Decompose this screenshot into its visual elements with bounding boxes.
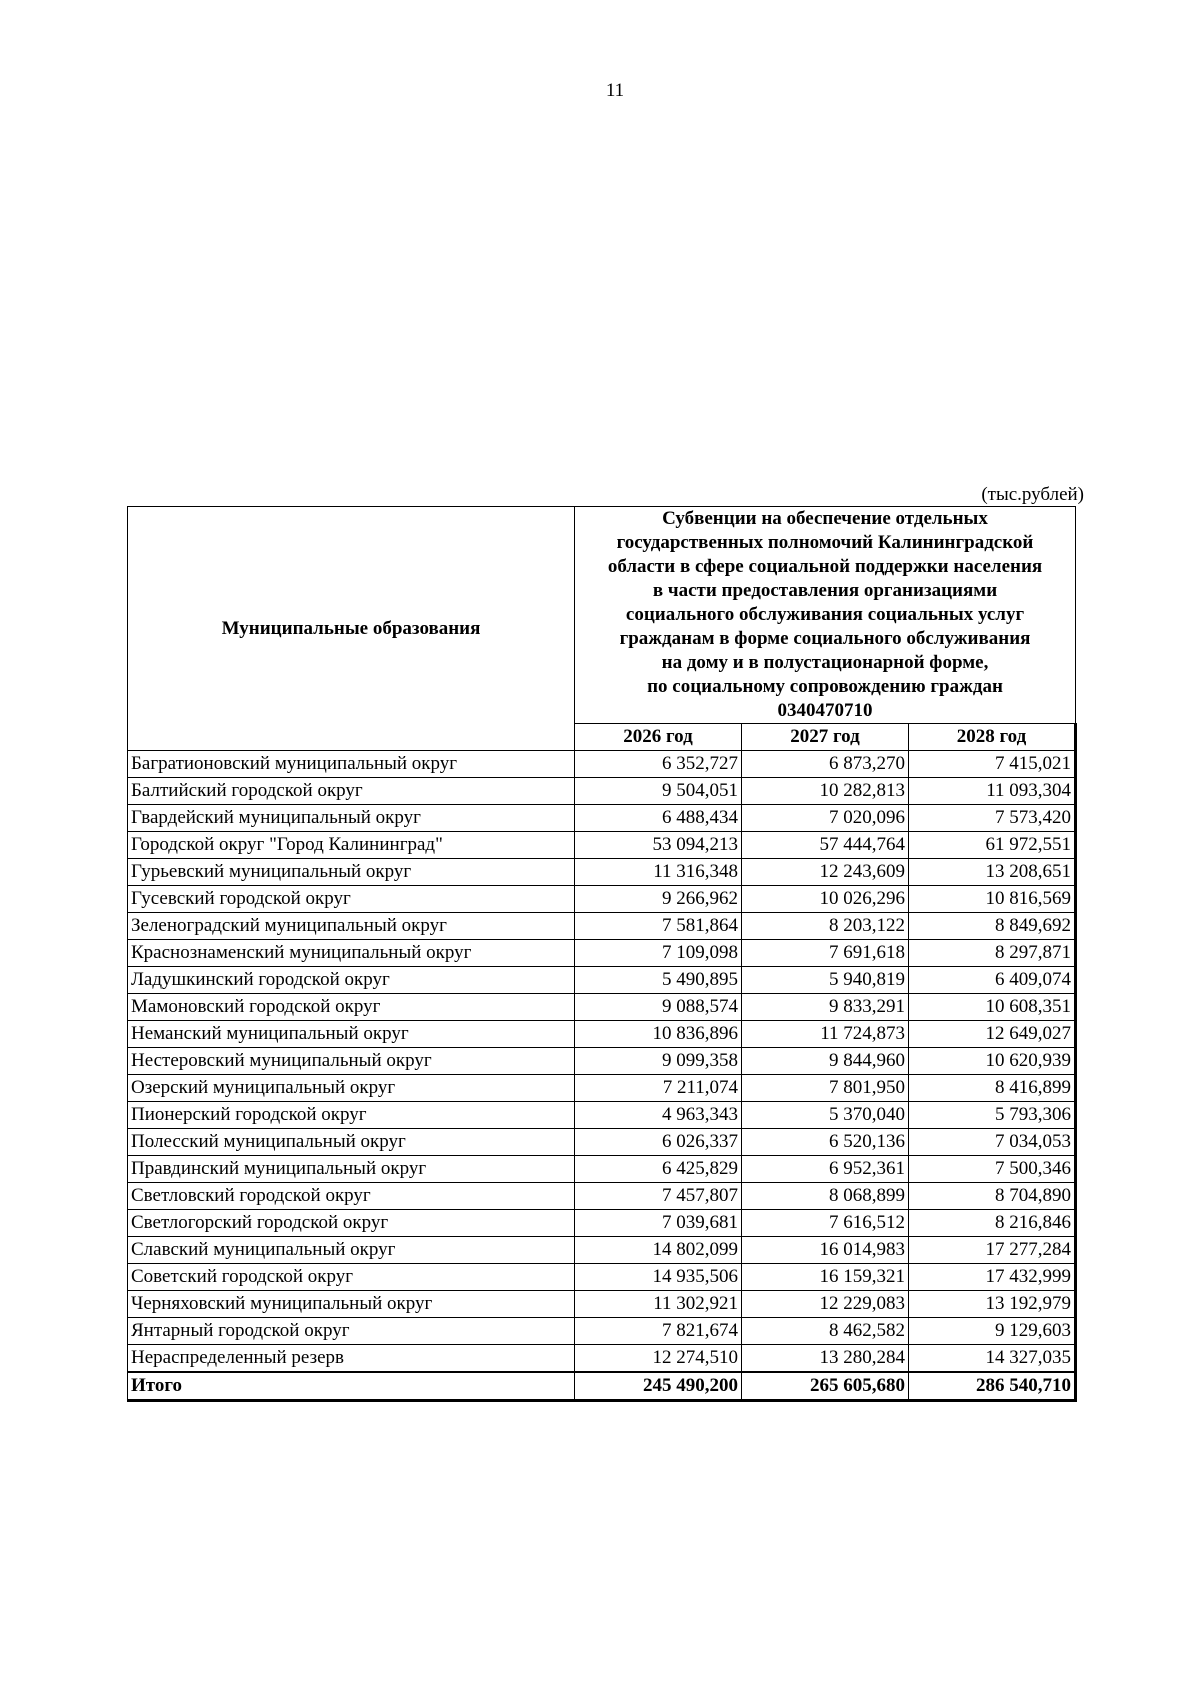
table-body xyxy=(128,751,1076,1401)
value-2028: 17 432,999 xyxy=(909,1264,1076,1291)
table-row xyxy=(128,1318,1076,1345)
table-row xyxy=(128,940,1076,967)
municipality-name: Янтарный городской округ xyxy=(128,1318,575,1345)
unit-note: (тыс.рублей) xyxy=(981,484,1084,505)
header-description-line: по социальному сопровождению граждан xyxy=(647,676,1003,697)
municipality-name: Черняховский муниципальный округ xyxy=(128,1291,575,1318)
total-2028: 286 540,710 xyxy=(909,1372,1076,1401)
value-2026: 14 935,506 xyxy=(575,1264,742,1291)
subvention-table xyxy=(127,506,1077,1402)
header-budget-code: 0340470710 xyxy=(777,700,873,721)
municipality-name: Нестеровский муниципальный округ xyxy=(128,1048,575,1075)
table-row xyxy=(128,1129,1076,1156)
municipality-name: Зеленоградский муниципальный округ xyxy=(128,913,575,940)
table-header-row xyxy=(128,507,1076,724)
municipality-name: Светловский городской округ xyxy=(128,1183,575,1210)
municipality-name: Гвардейский муниципальный округ xyxy=(128,805,575,832)
table-row xyxy=(128,994,1076,1021)
value-2026: 6 026,337 xyxy=(575,1129,742,1156)
table-row xyxy=(128,967,1076,994)
header-description-line: Субвенции на обеспечение отдельных xyxy=(662,508,988,529)
table-row xyxy=(128,1156,1076,1183)
value-2028: 7 500,346 xyxy=(909,1156,1076,1183)
municipality-name: Славский муниципальный округ xyxy=(128,1237,575,1264)
page-number: 11 xyxy=(605,80,625,101)
municipality-name: Краснознаменский муниципальный округ xyxy=(128,940,575,967)
value-2026: 9 088,574 xyxy=(575,994,742,1021)
header-description-line: гражданам в форме социального обслуживания xyxy=(619,628,1031,649)
municipality-name: Пионерский городской округ xyxy=(128,1102,575,1129)
value-2028: 10 608,351 xyxy=(909,994,1076,1021)
table-row xyxy=(128,751,1076,778)
value-2028: 8 416,899 xyxy=(909,1075,1076,1102)
value-2027: 7 616,512 xyxy=(742,1210,909,1237)
value-2028: 7 034,053 xyxy=(909,1129,1076,1156)
value-2027: 9 833,291 xyxy=(742,994,909,1021)
header-municipalities: Муниципальные образования xyxy=(128,507,575,751)
value-2028: 17 277,284 xyxy=(909,1237,1076,1264)
municipality-name: Неманский муниципальный округ xyxy=(128,1021,575,1048)
municipality-name: Нераспределенный резерв xyxy=(128,1345,575,1373)
value-2026: 4 963,343 xyxy=(575,1102,742,1129)
header-description-line: в части предоставления организациями xyxy=(652,580,998,601)
municipality-name: Полесский муниципальный округ xyxy=(128,1129,575,1156)
municipality-name: Гусевский городской округ xyxy=(128,886,575,913)
total-label: Итого xyxy=(128,1372,575,1401)
table-row xyxy=(128,1345,1076,1373)
value-2028: 7 573,420 xyxy=(909,805,1076,832)
table-row xyxy=(128,1264,1076,1291)
value-2026: 6 425,829 xyxy=(575,1156,742,1183)
municipality-name: Багратионовский муниципальный округ xyxy=(128,751,575,778)
value-2027: 7 020,096 xyxy=(742,805,909,832)
value-2028: 8 704,890 xyxy=(909,1183,1076,1210)
table-row xyxy=(128,859,1076,886)
value-2026: 11 316,348 xyxy=(575,859,742,886)
value-2028: 7 415,021 xyxy=(909,751,1076,778)
value-2027: 16 159,321 xyxy=(742,1264,909,1291)
value-2027: 7 801,950 xyxy=(742,1075,909,1102)
value-2027: 11 724,873 xyxy=(742,1021,909,1048)
value-2026: 5 490,895 xyxy=(575,967,742,994)
municipality-name: Балтийский городской округ xyxy=(128,778,575,805)
total-2027: 265 605,680 xyxy=(742,1372,909,1401)
value-2028: 8 849,692 xyxy=(909,913,1076,940)
total-2026: 245 490,200 xyxy=(575,1372,742,1401)
value-2026: 9 266,962 xyxy=(575,886,742,913)
value-2027: 7 691,618 xyxy=(742,940,909,967)
value-2026: 9 099,358 xyxy=(575,1048,742,1075)
table-row xyxy=(128,1021,1076,1048)
value-2028: 10 620,939 xyxy=(909,1048,1076,1075)
value-2027: 8 068,899 xyxy=(742,1183,909,1210)
value-2028: 8 216,846 xyxy=(909,1210,1076,1237)
value-2028: 13 192,979 xyxy=(909,1291,1076,1318)
municipality-name: Городской округ "Город Калининград" xyxy=(128,832,575,859)
table-row xyxy=(128,1102,1076,1129)
municipality-name: Ладушкинский городской округ xyxy=(128,967,575,994)
value-2028: 11 093,304 xyxy=(909,778,1076,805)
municipality-name: Озерский муниципальный округ xyxy=(128,1075,575,1102)
value-2027: 5 940,819 xyxy=(742,967,909,994)
value-2027: 6 520,136 xyxy=(742,1129,909,1156)
value-2026: 7 109,098 xyxy=(575,940,742,967)
header-description xyxy=(575,507,1076,724)
value-2026: 7 211,074 xyxy=(575,1075,742,1102)
table-row xyxy=(128,1183,1076,1210)
table-row xyxy=(128,913,1076,940)
value-2027: 10 282,813 xyxy=(742,778,909,805)
value-2026: 7 581,864 xyxy=(575,913,742,940)
header-description-line: области в сфере социальной поддержки населения xyxy=(607,556,1043,577)
total-row xyxy=(128,1372,1076,1401)
table-row xyxy=(128,832,1076,859)
value-2027: 5 370,040 xyxy=(742,1102,909,1129)
table-row xyxy=(128,1048,1076,1075)
table-row xyxy=(128,778,1076,805)
table-row xyxy=(128,1075,1076,1102)
header-description-line: государственных полномочий Калининградской xyxy=(616,532,1034,553)
value-2027: 16 014,983 xyxy=(742,1237,909,1264)
year-header-2026: 2026 год xyxy=(575,724,742,751)
value-2026: 11 302,921 xyxy=(575,1291,742,1318)
value-2028: 5 793,306 xyxy=(909,1102,1076,1129)
value-2026: 6 352,727 xyxy=(575,751,742,778)
table-row xyxy=(128,886,1076,913)
value-2027: 8 462,582 xyxy=(742,1318,909,1345)
value-2028: 8 297,871 xyxy=(909,940,1076,967)
value-2028: 10 816,569 xyxy=(909,886,1076,913)
value-2027: 13 280,284 xyxy=(742,1345,909,1373)
table-row xyxy=(128,1210,1076,1237)
value-2027: 6 873,270 xyxy=(742,751,909,778)
value-2026: 10 836,896 xyxy=(575,1021,742,1048)
value-2027: 10 026,296 xyxy=(742,886,909,913)
table-row xyxy=(128,1291,1076,1318)
header-description-line: социального обслуживания социальных услуг xyxy=(625,604,1025,625)
value-2028: 14 327,035 xyxy=(909,1345,1076,1373)
municipality-name: Гурьевский муниципальный округ xyxy=(128,859,575,886)
value-2027: 12 243,609 xyxy=(742,859,909,886)
year-header-2027: 2027 год xyxy=(742,724,909,751)
value-2027: 6 952,361 xyxy=(742,1156,909,1183)
value-2026: 14 802,099 xyxy=(575,1237,742,1264)
year-header-2028: 2028 год xyxy=(909,724,1076,751)
value-2026: 53 094,213 xyxy=(575,832,742,859)
value-2026: 6 488,434 xyxy=(575,805,742,832)
value-2028: 13 208,651 xyxy=(909,859,1076,886)
municipality-name: Светлогорский городской округ xyxy=(128,1210,575,1237)
value-2027: 8 203,122 xyxy=(742,913,909,940)
value-2026: 7 457,807 xyxy=(575,1183,742,1210)
table-row xyxy=(128,1237,1076,1264)
municipality-name: Мамоновский городской округ xyxy=(128,994,575,1021)
value-2026: 7 821,674 xyxy=(575,1318,742,1345)
value-2028: 61 972,551 xyxy=(909,832,1076,859)
municipality-name: Советский городской округ xyxy=(128,1264,575,1291)
value-2026: 7 039,681 xyxy=(575,1210,742,1237)
value-2028: 12 649,027 xyxy=(909,1021,1076,1048)
municipality-name: Правдинский муниципальный округ xyxy=(128,1156,575,1183)
value-2028: 6 409,074 xyxy=(909,967,1076,994)
value-2027: 12 229,083 xyxy=(742,1291,909,1318)
value-2027: 57 444,764 xyxy=(742,832,909,859)
table-row xyxy=(128,805,1076,832)
value-2026: 9 504,051 xyxy=(575,778,742,805)
value-2028: 9 129,603 xyxy=(909,1318,1076,1345)
value-2026: 12 274,510 xyxy=(575,1345,742,1373)
header-description-line: на дому и в полустационарной форме, xyxy=(661,652,989,673)
value-2027: 9 844,960 xyxy=(742,1048,909,1075)
